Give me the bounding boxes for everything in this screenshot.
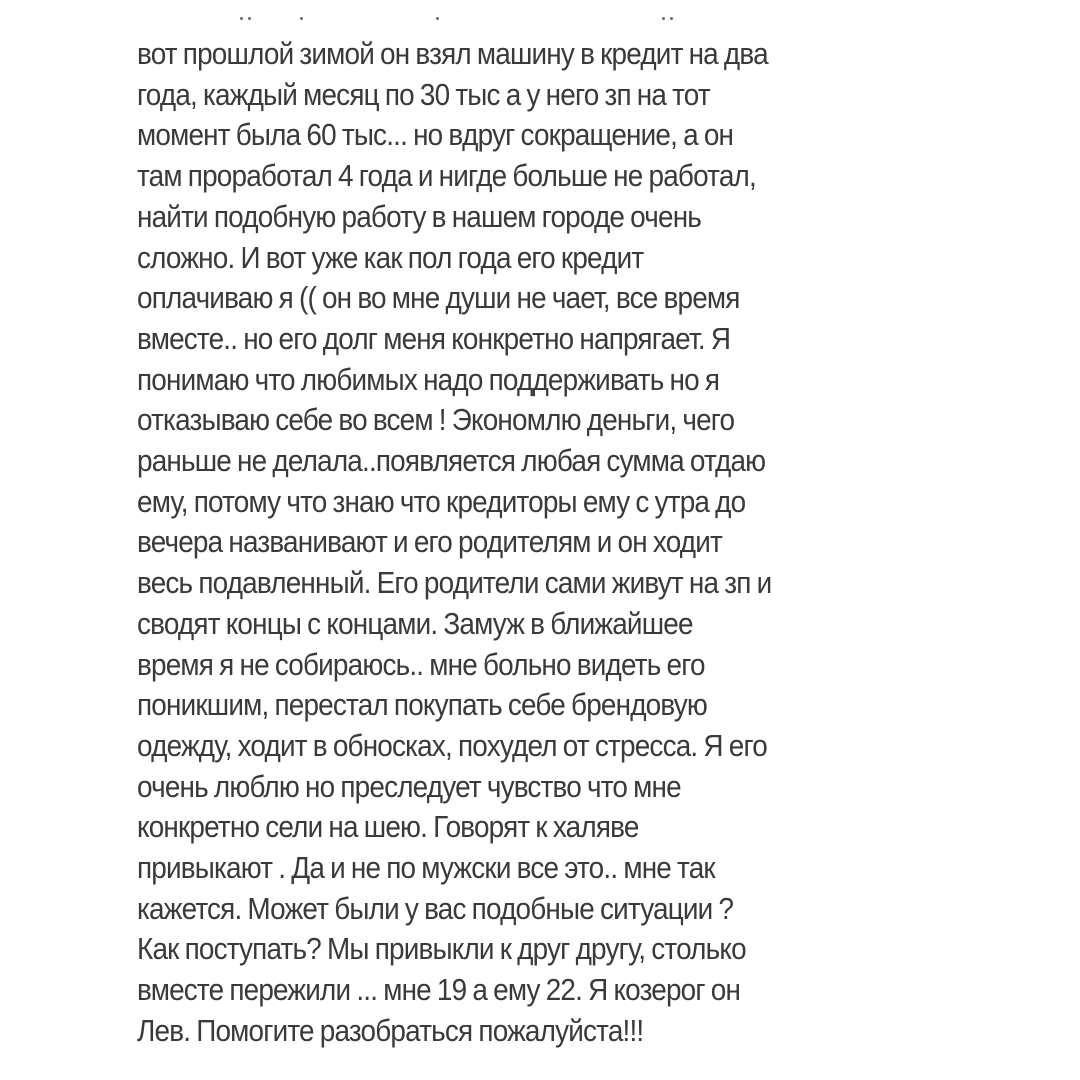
text-line: сложно. И вот уже как пол года его кредит — [137, 239, 644, 275]
text-line: поникшим, перестал покупать себе брендовую — [137, 687, 708, 723]
text-line: сводят концы с концами. Замуж в ближайшее — [137, 605, 693, 641]
text-line: отказываю себе во всем ! Экономлю деньги, чего — [137, 402, 735, 438]
text-line: весь подавленный. Его родители сами живут на зп и — [137, 565, 772, 601]
text-line: кажется. Может были у вас подобные ситуации ? — [137, 890, 734, 926]
cut-off-line-remnant — [0, 17, 1080, 23]
text-line: привыкают . Да и не по мужски все это.. мне так — [137, 850, 715, 886]
text-line: там проработал 4 года и нигде больше не работал, — [137, 158, 756, 194]
text-line: Лев. Помогите разобраться пожалуйста!!! — [137, 1012, 644, 1048]
text-line: вместе.. но его долг меня конкретно напрягает. Я — [137, 320, 731, 356]
text-line: понимаю что любимых надо поддерживать но я — [137, 361, 720, 397]
text-line: вот прошлой зимой он взял машину в кредит на два — [137, 36, 768, 71]
text-line: очень люблю но преследует чувство что мне — [137, 768, 681, 804]
text-line: оплачиваю я (( он во мне души не чает, все время — [137, 280, 740, 316]
post-body-text — [137, 34, 957, 1052]
text-line: Как поступать? Мы привыкли к друг другу, столько — [137, 931, 746, 967]
text-line: конкретно сели на шею. Говорят к халяве — [137, 809, 639, 845]
text-line: года, каждый месяц по 30 тыс а у него зп на тот — [137, 76, 710, 112]
text-line: время я не собираюсь.. мне больно видеть его — [137, 646, 705, 682]
text-line: момент была 60 тыс... но вдруг сокращение, а он — [137, 117, 734, 153]
text-line: найти подобную работу в нашем городе очень — [137, 198, 702, 234]
text-line: ему, потому что знаю что кредиторы ему с утра до — [137, 483, 746, 519]
text-line: одежду, ходит в обносках, похудел от стресса. Я его — [137, 727, 767, 763]
text-line: вместе пережили ... мне 19 а ему 22. Я козерог он — [137, 972, 741, 1008]
text-line: раньше не делала..появляется любая сумма отдаю — [137, 443, 766, 479]
text-line: вечера названивают и его родителям и он ходит — [137, 524, 723, 560]
